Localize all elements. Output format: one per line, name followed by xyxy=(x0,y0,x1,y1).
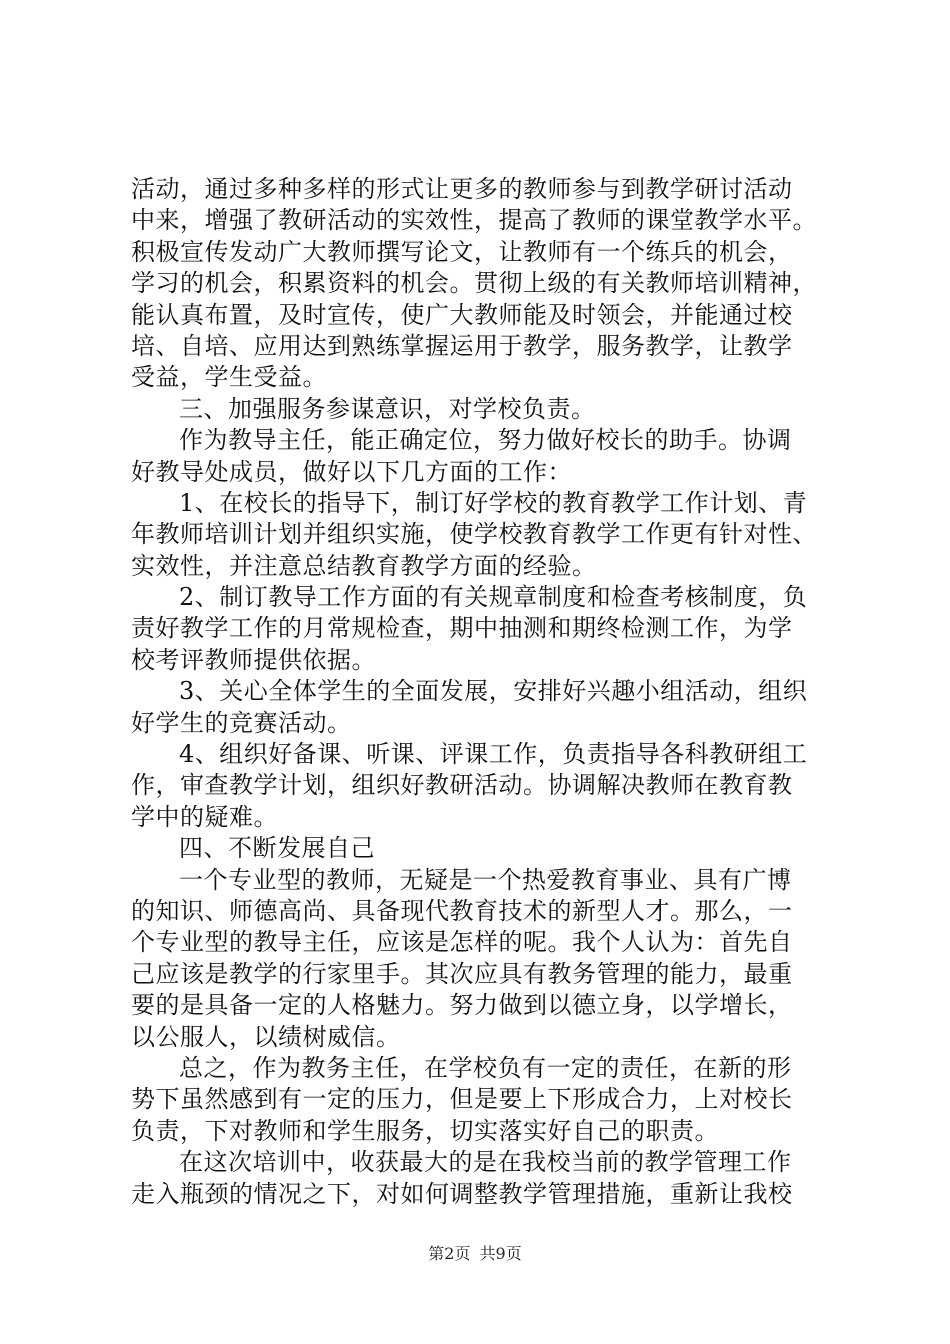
text-line: 在这次培训中，收获最大的是在我校当前的教学管理工作 xyxy=(179,1148,792,1177)
text-line: 活动，通过多种多样的形式让更多的教师参与到教学研讨活动 xyxy=(131,175,793,203)
text-line: 年教师培训计划并组织实施，使学校教育教学工作更有针对性、 xyxy=(131,520,817,549)
text-line: 好教导处成员，做好以下几方面的工作： xyxy=(131,457,572,486)
text-line: 个专业型的教导主任，应该是怎样的呢。我个人认为：首先自 xyxy=(131,928,793,957)
text-line: 校考评教师提供依据。 xyxy=(131,645,376,674)
text-line: 好学生的竞赛活动。 xyxy=(131,708,352,737)
text-line: 作为教导主任，能正确定位，努力做好校长的助手。协调 xyxy=(179,426,792,455)
text-line: 受益，学生受益。 xyxy=(131,363,327,392)
text-line: 责好教学工作的月常规检查，期中抽测和期终检测工作，为学 xyxy=(131,614,793,643)
text-line: 一个专业型的教师，无疑是一个热爱教育事业、具有广博 xyxy=(179,865,792,894)
text-line: 负责，下对教师和学生服务，切实落实好自己的职责。 xyxy=(131,1116,719,1145)
page-footer xyxy=(0,1244,950,1264)
text-line: 势下虽然感到有一定的压力，但是要上下形成合力，上对校长 xyxy=(131,1085,793,1114)
text-line: 学中的疑难。 xyxy=(131,802,278,831)
text-line: 实效性，并注意总结教育教学方面的经验。 xyxy=(131,551,597,580)
document-body xyxy=(131,174,831,1210)
page-total: 共9页 xyxy=(479,1244,522,1263)
text-line: 的知识、师德高尚、具备现代教育技术的新型人才。那么，一 xyxy=(131,896,793,925)
text-line: 中来，增强了教研活动的实效性，提高了教师的课堂教学水平。 xyxy=(131,206,817,235)
text-line: 走入瓶颈的情况之下，对如何调整教学管理措施，重新让我校 xyxy=(131,1179,793,1208)
text-line: 总之，作为教务主任，在学校负有一定的责任，在新的形 xyxy=(179,1053,792,1082)
text-line: 己应该是教学的行家里手。其次应具有教务管理的能力，最重 xyxy=(131,959,793,988)
text-line: 要的是具备一定的人格魅力。努力做到以德立身，以学增长， xyxy=(131,991,793,1020)
text-line: 3、关心全体学生的全面发展，安排好兴趣小组活动，组织 xyxy=(179,677,808,706)
text-line: 积极宣传发动广大教师撰写论文，让教师有一个练兵的机会， xyxy=(131,237,793,266)
text-line: 4、组织好备课、听课、评课工作，负责指导各科教研组工 xyxy=(179,740,808,769)
page-number: 第2页 xyxy=(428,1244,471,1263)
text-line: 作，审查教学计划，组织好教研活动。协调解决教师在教育教 xyxy=(131,771,793,800)
text-line: 能认真布置，及时宣传，使广大教师能及时领会，并能通过校 xyxy=(131,300,793,329)
text-line: 三、加强服务参谋意识，对学校负责。 xyxy=(179,394,596,423)
text-line: 2、制订教导工作方面的有关规章制度和检查考核制度，负 xyxy=(179,583,808,612)
text-line: 学习的机会，积累资料的机会。贯彻上级的有关教师培训精神， xyxy=(131,269,817,298)
text-line: 以公服人，以绩树威信。 xyxy=(131,1022,401,1051)
text-line: 1、在校长的指导下，制订好学校的教育教学工作计划、青 xyxy=(179,488,808,517)
text-line: 培、自培、应用达到熟练掌握运用于教学，服务教学，让教学 xyxy=(131,331,793,360)
text-line: 四、不断发展自己 xyxy=(179,834,375,863)
